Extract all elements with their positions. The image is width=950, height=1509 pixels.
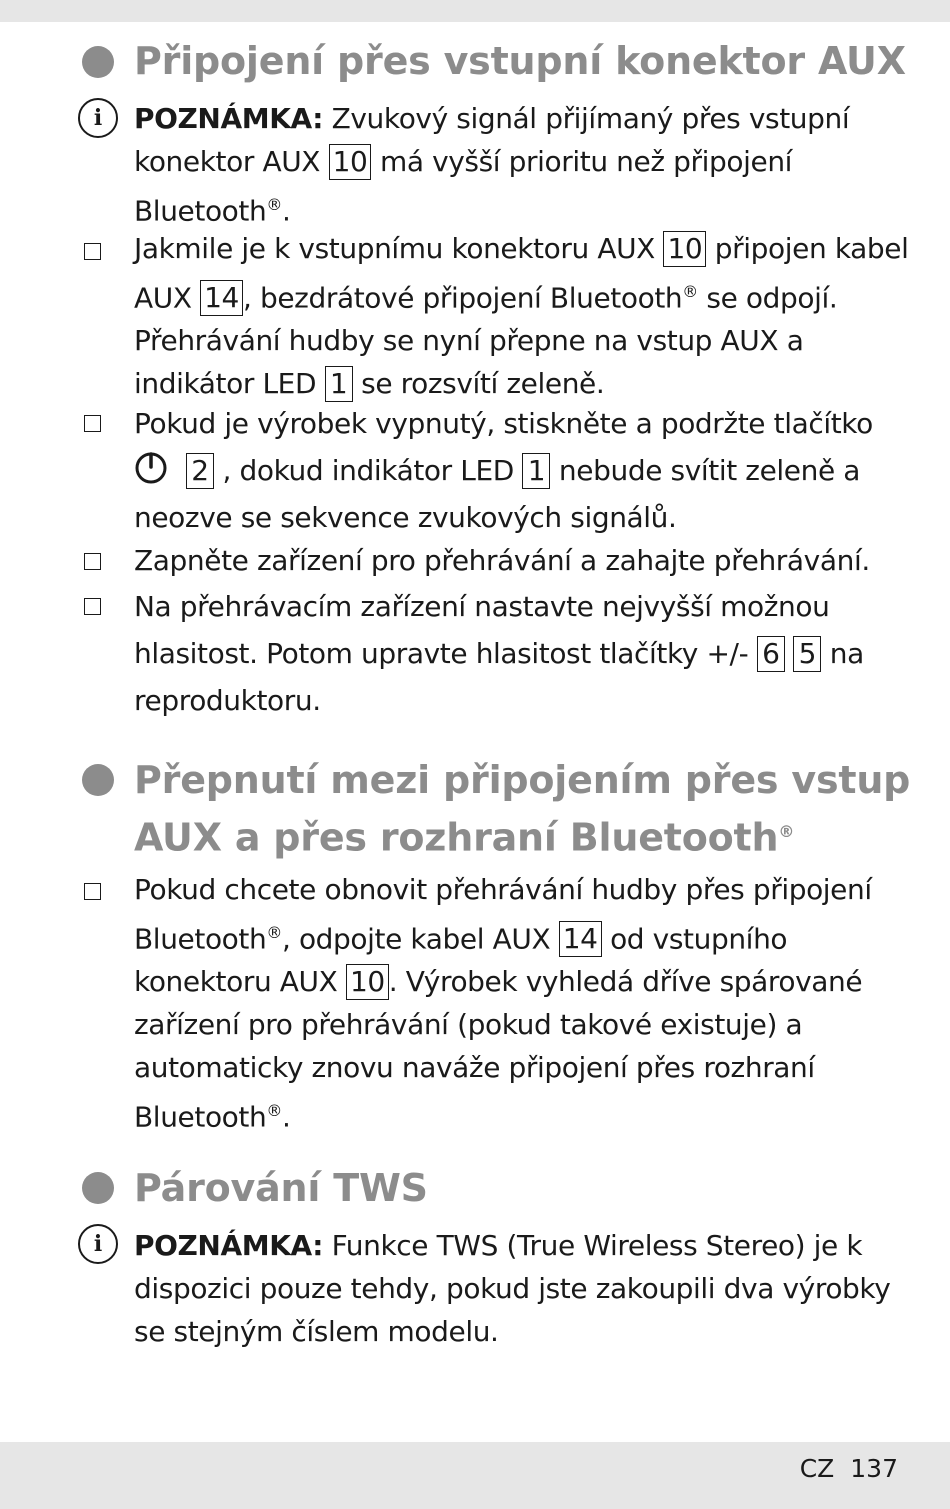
section-bullet-switch	[82, 764, 114, 796]
language-code: CZ	[799, 1454, 835, 1483]
step-text: na reproduktoru.	[134, 637, 864, 717]
step-checkbox	[84, 883, 101, 900]
step-text: , dokud indikátor LED	[214, 454, 523, 487]
step-text: nebude svítit zeleně a neozve se sekvence zvukových signálů.	[134, 454, 861, 534]
ref-number: 6	[757, 636, 785, 672]
top-band	[0, 0, 950, 22]
heading-tws-pairing: Párování TWS	[134, 1166, 428, 1210]
step-start-playback	[134, 539, 914, 582]
note-text: Zvukový signál přijímaný přes vstupní konektor AUX	[134, 102, 850, 178]
ref-number: 2	[186, 453, 214, 489]
ref-number: 10	[663, 231, 706, 267]
step-text: . Výrobek vyhledá dříve spárované zařízení pro přehrávání (pokud takové existuje) a automaticky znovu naváže připojení přes rozhraní Bluetooth	[134, 965, 863, 1134]
step-checkbox	[84, 598, 101, 615]
ref-number: 14	[559, 921, 602, 957]
note-label: POZNÁMKA:	[134, 1229, 324, 1262]
ref-number: 10	[346, 964, 389, 1000]
note-tws	[134, 1224, 914, 1353]
heading-switch-aux-bluetooth	[134, 755, 914, 864]
note-text: má vyšší prioritu než připojení Bluetooth	[134, 145, 793, 228]
registered-mark: ®	[266, 923, 282, 942]
heading-aux-connection: Připojení přes vstupní konektor AUX	[134, 39, 906, 83]
note-aux-priority	[134, 97, 914, 232]
ref-number: 1	[522, 453, 550, 489]
note-label: POZNÁMKA:	[134, 102, 324, 135]
step-text: se rozsvítí zeleně.	[352, 367, 605, 401]
note-text: .	[281, 194, 291, 228]
step-adjust-volume	[134, 583, 914, 724]
ref-number: 10	[329, 144, 372, 180]
step-checkbox	[84, 415, 101, 432]
step-text: připojen kabel AUX	[134, 232, 909, 315]
step-text: od vstupního konektoru AUX	[134, 922, 788, 999]
step-text: Zapněte zařízení pro přehrávání a zahajte přehrávání.	[134, 544, 870, 577]
ref-number: 1	[325, 366, 353, 402]
step-text: , odpojte kabel AUX	[281, 922, 559, 956]
page-number	[800, 1454, 898, 1483]
step-text: , bezdrátové připojení Bluetooth	[242, 281, 683, 315]
step-power-on	[134, 400, 914, 541]
step-restore-bluetooth	[134, 868, 914, 1139]
step-text: Jakmile je k vstupnímu konektoru AUX	[134, 232, 664, 265]
info-icon: i	[78, 98, 118, 138]
step-checkbox	[84, 553, 101, 570]
page-number-value: 137	[850, 1454, 898, 1483]
ref-number: 14	[200, 280, 243, 316]
heading-text: Přepnutí mezi připojením přes vstup AUX a přes rozhraní Bluetooth	[134, 758, 911, 860]
section-bullet-tws	[82, 1172, 114, 1204]
step-text: Pokud je výrobek vypnutý, stiskněte a podržte tlačítko	[134, 407, 873, 440]
step-text: Na přehrávacím zařízení nastavte nejvyšší možnou hlasitost. Potom upravte hlasitost tlačítky +/-	[134, 590, 830, 670]
step-text: Pokud chcete obnovit přehrávání hudby přes připojení Bluetooth	[134, 873, 872, 956]
registered-mark: ®	[682, 282, 698, 301]
power-icon	[134, 450, 168, 484]
page-footer	[0, 1442, 950, 1509]
step-text: .	[281, 1100, 291, 1134]
registered-mark: ®	[266, 195, 282, 214]
section-bullet-aux	[82, 46, 114, 78]
step-text: se odpojí. Přehrávání hudby se nyní přepne na vstup AUX a indikátor LED	[134, 281, 838, 401]
step-checkbox	[84, 243, 101, 260]
note-text: Funkce TWS (True Wireless Stereo) je k dispozici pouze tehdy, pokud jste zakoupili dva výrobky se stejným číslem modelu.	[134, 1229, 891, 1348]
info-icon: i	[78, 1224, 118, 1264]
ref-number: 5	[793, 636, 821, 672]
registered-mark: ®	[778, 822, 795, 841]
registered-mark: ®	[266, 1101, 282, 1121]
step-connect-aux-cable	[134, 227, 914, 405]
